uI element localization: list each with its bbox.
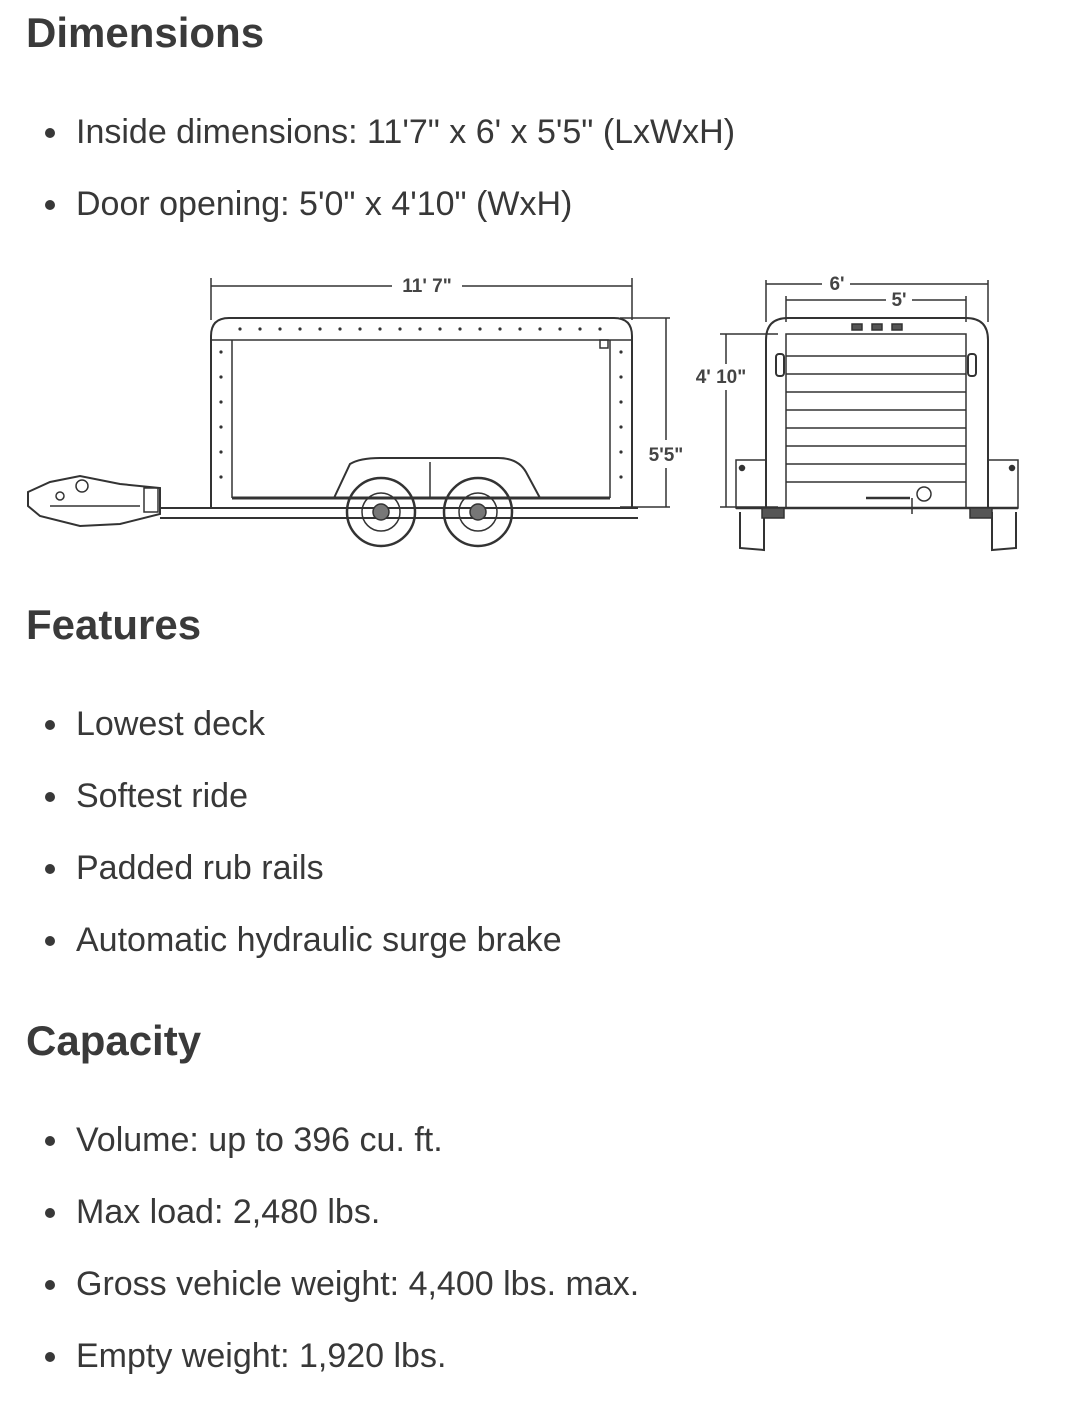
dimensions-list xyxy=(0,96,735,240)
list-item: Empty weight: 1,920 lbs. xyxy=(0,1320,639,1392)
list-item: Inside dimensions: 11'7" x 6' x 5'5" (LxWxH) xyxy=(0,96,735,168)
capacity-list xyxy=(0,1104,639,1392)
list-item: Door opening: 5'0" x 4'10" (WxH) xyxy=(0,168,735,240)
rear-width-outer-label: 6' xyxy=(829,274,845,295)
dimensions-heading: Dimensions xyxy=(26,9,265,56)
side-height-label: 5'5" xyxy=(648,445,684,466)
list-item: Volume: up to 396 cu. ft. xyxy=(0,1104,639,1176)
list-item: Gross vehicle weight: 4,400 lbs. max. xyxy=(0,1248,639,1320)
features-heading: Features xyxy=(26,601,202,648)
list-item: Automatic hydraulic surge brake xyxy=(0,904,562,976)
capacity-heading: Capacity xyxy=(26,1017,202,1064)
list-item: Max load: 2,480 lbs. xyxy=(0,1176,639,1248)
list-item: Padded rub rails xyxy=(0,832,562,904)
features-list xyxy=(0,688,562,976)
list-item: Softest ride xyxy=(0,760,562,832)
side-length-label: 11' 7" xyxy=(402,276,452,297)
list-item: Lowest deck xyxy=(0,688,562,760)
rear-door-height-label: 4' 10" xyxy=(695,367,747,388)
trailer-diagram xyxy=(20,262,1030,562)
rear-door-width-label: 5' xyxy=(891,290,907,311)
